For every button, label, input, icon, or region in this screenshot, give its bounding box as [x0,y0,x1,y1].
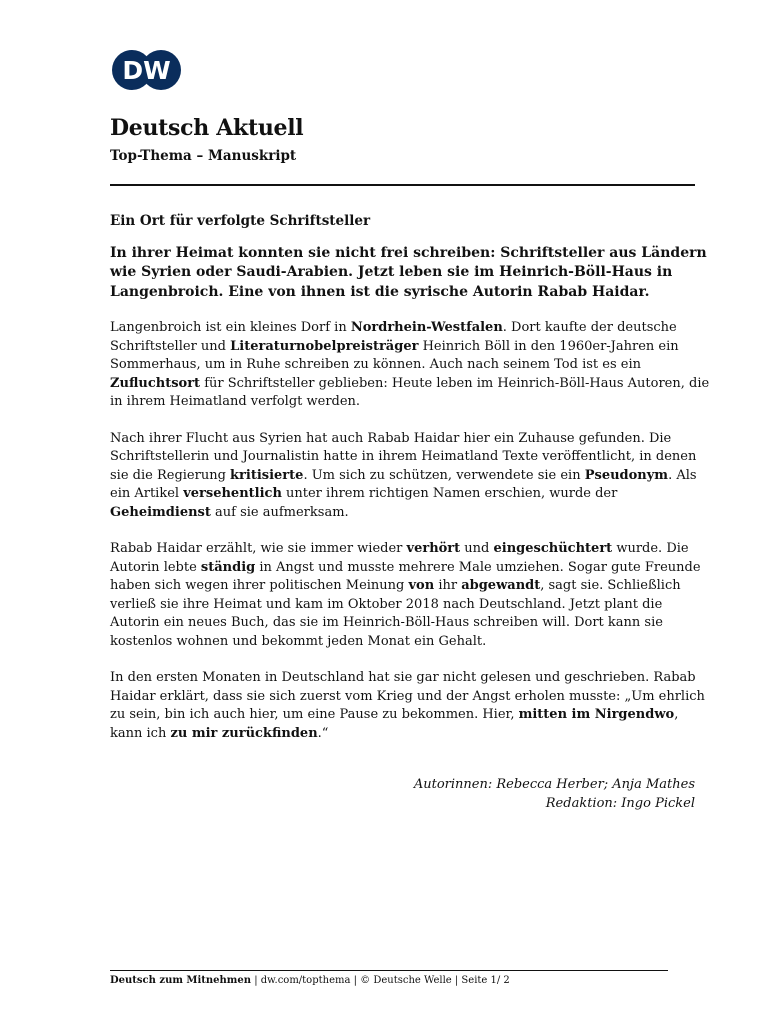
bold-term: versehentlich [183,486,282,501]
text-run: , kann ich [110,707,679,741]
document-subtitle: Top-Thema – Manuskript [110,148,297,164]
footer-brand: Deutsch zum Mitnehmen [110,975,252,986]
svg-text:DW: DW [122,56,171,85]
bold-term: mitten im Nirgendwo [518,707,675,722]
footer-divider [110,970,668,971]
text-run: Langenbroich ist ein kleines Dorf in [110,320,351,335]
bold-term: verhört [406,541,461,556]
footer-info: | dw.com/topthema | © Deutsche Welle | Seite 1/ 2 [251,975,510,986]
article-lead: In ihrer Heimat konnten sie nicht frei schreiben: Schriftsteller aus Ländern wie Syrien oder Saudi-Arabien. Jetzt leben sie im Heinrich-Böll-Haus in Langenbroich. Eine von ihnen ist die syrische Autorin Rabab Haidar. [110,244,707,300]
text-run: unter ihrem richtigen Namen erschien, wurde der [281,486,618,501]
text-run: , sagt sie. Schließlich verließ sie ihre Heimat und kam im Oktober 2018 nach Deutschland. Jetzt plant die Autorin ein neues Buch, das sie im Heinrich-Böll-Haus schreiben will. Dort kann sie kostenlos wohnen und bekommt jeden Monat ein Gehalt. [110,578,681,649]
text-run: für Schriftsteller geblieben: Heute leben im Heinrich-Böll-Haus Autoren, die in ihrem Heimatland verfolgt werden. [110,375,710,409]
bold-term: Zufluchtsort [110,375,201,391]
paragraph-1 [110,319,710,412]
text-run: Nach ihrer Flucht aus Syrien hat auch Rabab Haidar hier ein Zuhause gefunden. Die Schriftstellerin und Journalistin hatte in ihrem Heimatland Texte veröffentlicht, in denen sie die Regierung [110,430,697,483]
paragraph-3 [110,540,710,651]
bold-term: Pseudonym [584,467,669,483]
bold-term: eingeschüchtert [493,541,613,556]
text-run: wurde. Die Autorin lebte [110,541,689,575]
credits [414,776,695,813]
text-run: . Dort kaufte der deutsche Schriftsteller und [110,320,677,354]
text-run: in Angst und musste mehrere Male umziehen. Sogar gute Freunde haben sich wegen ihrer politischen Meinung [110,559,701,593]
article-body [110,212,710,761]
text-run: In den ersten Monaten in Deutschland hat sie gar nicht gelesen und geschrieben. Rabab Haidar erklärt, dass sie sich zuerst vom Krieg und der Angst erholen musste: „Um ehrlich zu sein, bin ich auch hier, um eine Pause zu bekommen. Hier, [110,670,705,722]
text-run: Rabab Haidar erzählt, wie sie immer wieder [110,541,407,556]
bold-term: Literaturnobelpreisträger [230,338,419,354]
text-run: und [460,541,494,556]
text-run: .“ [317,725,329,741]
authors-line: Autorinnen: Rebecca Herber; Anja Mathes [413,777,695,792]
editor-line: Redaktion: Ingo Pickel [545,795,695,811]
bold-term: Geheimdienst [110,504,211,520]
bold-term: kritisierte [230,467,304,483]
bold-term: abgewandt [461,578,541,593]
text-run: . Als ein Artikel [110,467,697,501]
bold-term: Nordrhein-Westfalen [350,320,503,335]
paragraph-4 [110,669,710,743]
text-run: auf sie aufmerksam. [210,504,349,520]
page-footer [110,975,510,986]
document-title: Deutsch Aktuell [110,115,304,141]
text-run: ihr [434,578,462,593]
bold-term: zu mir zurückfinden [170,725,318,741]
paragraph-2 [110,430,710,523]
header-divider [110,184,695,186]
bold-term: von [408,578,435,593]
dw-logo [111,49,182,91]
bold-term: ständig [200,559,256,575]
article-heading: Ein Ort für verfolgte Schriftsteller [110,213,371,229]
text-run: Heinrich Böll in den 1960er-Jahren ein Sommerhaus, um in Ruhe schreiben zu können. Auch nach seinem Tod ist es ein [110,338,679,372]
text-run: . Um sich zu schützen, verwendete sie ein [303,467,585,483]
